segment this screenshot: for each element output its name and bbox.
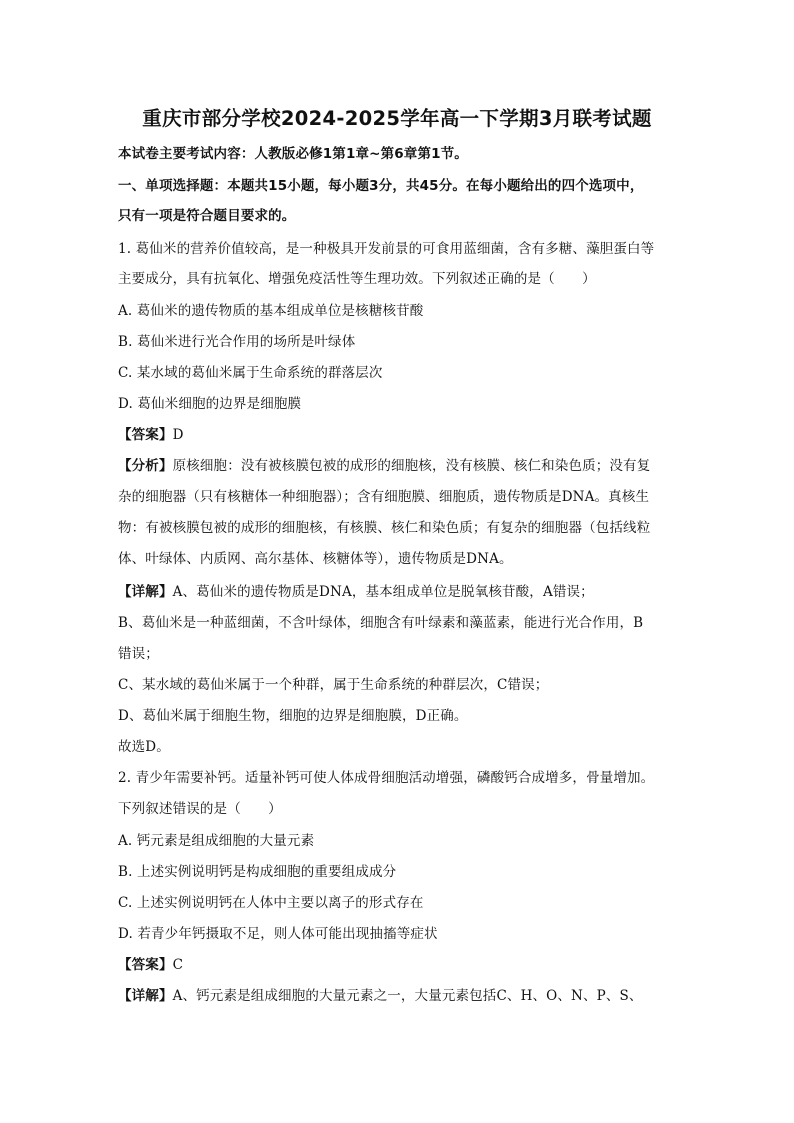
question-1-detail-line-3: 错误； (118, 646, 159, 662)
question-2-stem-line-2: 下列叙述错误的是（ ） (118, 801, 282, 817)
analysis-tag: 【分析】 (118, 458, 173, 474)
question-1-stem-line-1: 1. 葛仙米的营养价值较高，是一种极具开发前景的可食用蓝细菌，含有多糖、藻胆蛋白等 (118, 241, 655, 257)
question-1-detail-line-1 (118, 583, 594, 601)
section-heading-line-2: 只有一项是符合题目要求的。 (118, 208, 296, 224)
question-1-option-a: A. 葛仙米的遗传物质的基本组成单位是核糖核苷酸 (118, 303, 424, 319)
detail-text: A、钙元素是组成细胞的大量元素之一，大量元素包括C、H、O、N、P、S、 (172, 988, 643, 1004)
question-2-answer (118, 956, 183, 974)
question-1-analysis-line-1 (118, 457, 650, 475)
answer-tag: 【答案】 (118, 957, 173, 973)
section-heading-line-1: 一、单项选择题：本题共15小题，每小题3分，共45分。在每小题给出的四个选项中， (118, 178, 644, 194)
question-1-analysis-line-2: 杂的细胞器（只有核糖体一种细胞器）；含有细胞膜、细胞质，遗传物质是DNA。真核生 (118, 489, 650, 505)
analysis-text: 原核细胞：没有被核膜包被的成形的细胞核，没有核膜、核仁和染色质；没有复 (172, 458, 651, 474)
question-1-analysis-line-4: 体、叶绿体、内质网、高尔基体、核糖体等），遗传物质是DNA。 (118, 551, 513, 567)
exam-intro: 本试卷主要考试内容：人教版必修1第1章~第6章第1节。 (118, 146, 468, 162)
question-2-stem-line-1: 2. 青少年需要补钙。适量补钙可使人体成骨细胞活动增强，磷酸钙合成增多，骨量增加。 (118, 770, 655, 786)
question-1-detail-line-2: B、葛仙米是一种蓝细菌，不含叶绿体，细胞含有叶绿素和藻蓝素，能进行光合作用，B (118, 615, 644, 631)
answer-value: D (172, 427, 184, 443)
detail-text: A、葛仙米的遗传物质是DNA，基本组成单位是脱氧核苷酸，A错误； (172, 584, 594, 600)
question-2-option-c: C. 上述实例说明钙在人体中主要以离子的形式存在 (118, 895, 424, 911)
question-1-option-c: C. 某水域的葛仙米属于生命系统的群落层次 (118, 365, 383, 381)
answer-tag: 【答案】 (118, 427, 173, 443)
question-1-conclusion: 故选D。 (118, 739, 170, 755)
answer-value: C (172, 957, 184, 973)
question-2-option-b: B. 上述实例说明钙是构成细胞的重要组成成分 (118, 864, 397, 880)
question-2-option-d: D. 若青少年钙摄取不足，则人体可能出现抽搐等症状 (118, 926, 438, 942)
detail-tag: 【详解】 (118, 584, 173, 600)
question-2-option-a: A. 钙元素是组成细胞的大量元素 (118, 833, 315, 849)
question-1-stem-line-2: 主要成分，具有抗氧化、增强免疫活性等生理功效。下列叙述正确的是（ ） (118, 271, 596, 287)
page-title: 重庆市部分学校2024-2025学年高一下学期3月联考试题 (142, 107, 652, 130)
question-1-detail-line-4: C、某水域的葛仙米属于一个种群，属于生命系统的种群层次，C错误； (118, 677, 549, 693)
question-2-detail-line-1 (118, 987, 643, 1005)
detail-tag: 【详解】 (118, 988, 173, 1004)
question-1-option-d: D. 葛仙米细胞的边界是细胞膜 (118, 396, 302, 412)
question-1-analysis-line-3: 物：有被核膜包被的成形的细胞核，有核膜、核仁和染色质；有复杂的细胞器（包括线粒 (118, 520, 651, 536)
question-1-detail-line-5: D、葛仙米属于细胞生物，细胞的边界是细胞膜，D正确。 (118, 708, 468, 724)
question-1-answer (118, 426, 184, 444)
question-1-option-b: B. 葛仙米进行光合作用的场所是叶绿体 (118, 334, 356, 350)
